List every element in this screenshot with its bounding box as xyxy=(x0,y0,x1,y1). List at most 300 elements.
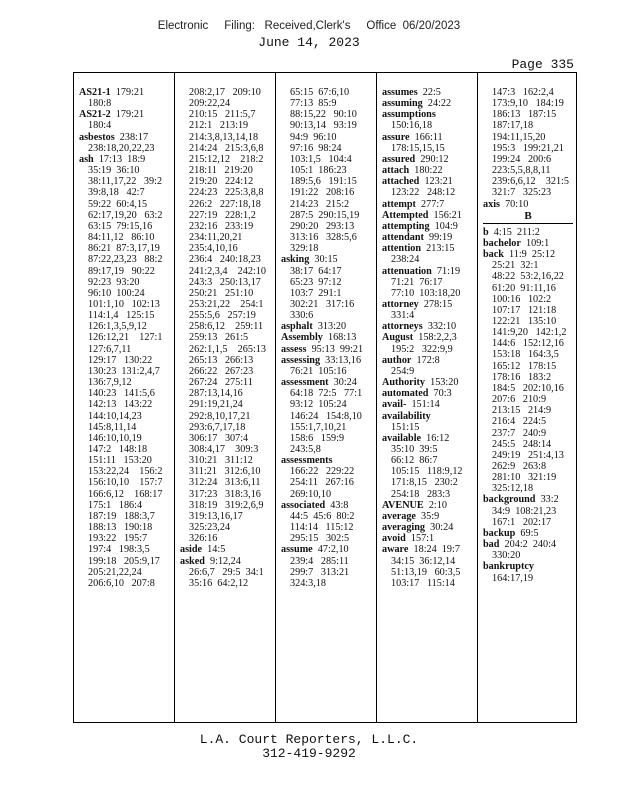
page-line-refs: 310:21 311:12 xyxy=(189,455,253,467)
page-line-refs: 122:21 135:10 xyxy=(492,315,557,327)
page-line-refs: 204:2 240:4 xyxy=(504,539,557,551)
index-entry xyxy=(79,344,170,355)
index-keyword: avail- xyxy=(382,399,407,411)
page-line-refs: 277:7 xyxy=(421,198,445,210)
page-line-refs: 92:23 93:20 xyxy=(88,276,140,288)
page-line-refs: 290:20 293:13 xyxy=(290,220,355,232)
page-line-refs: 126:12,21 127:1 xyxy=(88,332,163,344)
court-reporter-name: L.A. Court Reporters, L.L.C. xyxy=(199,732,419,747)
index-entry xyxy=(79,299,170,310)
index-entry xyxy=(79,277,170,288)
page-line-refs: 69:5 xyxy=(520,527,539,539)
index-keyword: Assembly xyxy=(281,332,323,344)
page-line-refs: 318:19 319:2,6,9 xyxy=(189,499,264,511)
page-line-refs: 96:10 100:24 xyxy=(88,287,145,299)
index-entry xyxy=(382,399,473,410)
index-entry xyxy=(382,366,473,377)
index-column-5 xyxy=(478,73,577,722)
index-keyword: asked xyxy=(180,555,205,567)
index-entry xyxy=(180,355,271,366)
index-keyword: back xyxy=(483,249,504,261)
page-line-refs: 38:11,17,22 39:2 xyxy=(88,176,163,188)
index-entry xyxy=(180,411,271,422)
index-entry xyxy=(483,461,573,472)
page-line-refs: 34:15 36:12,14 xyxy=(391,555,456,567)
index-entry xyxy=(382,288,473,299)
page-line-refs: 104:9 xyxy=(434,220,458,232)
index-entry xyxy=(483,573,573,584)
index-entry xyxy=(382,132,473,143)
page-line-refs: 226:2 227:18,18 xyxy=(189,198,261,210)
index-entry xyxy=(382,210,473,221)
court-reporter-phone: 312-419-9292 xyxy=(262,746,356,761)
page-line-refs: 146:10,10,19 xyxy=(88,432,142,444)
page-line-refs: 219:20 224:12 xyxy=(189,176,254,188)
index-entry xyxy=(382,444,473,455)
page-line-refs: 165:12 178:15 xyxy=(492,360,557,372)
page-line-refs: 331:4 xyxy=(391,310,415,322)
index-entry xyxy=(180,578,271,589)
index-entry xyxy=(281,355,372,366)
index-keyword: aware xyxy=(382,544,409,556)
page-line-refs: 254:18 283:3 xyxy=(391,488,451,500)
page-line-refs: 186:13 187:15 xyxy=(492,109,557,121)
page-line-refs: 151:15 xyxy=(391,421,420,433)
index-entry xyxy=(382,165,473,176)
index-entry xyxy=(180,533,271,544)
page-line-refs: 18:24 19:7 xyxy=(413,544,460,556)
index-keyword: asphalt xyxy=(281,321,313,333)
page-line-refs: 35:9 xyxy=(421,510,440,522)
index-entry xyxy=(382,109,473,120)
index-entry xyxy=(483,372,573,383)
index-entry xyxy=(180,544,271,555)
index-entry xyxy=(79,511,170,522)
page-line-refs: 17:13 18:9 xyxy=(98,153,146,165)
index-entry xyxy=(281,377,372,388)
index-keyword: assessments xyxy=(281,455,333,467)
page-line-refs: 290:12 xyxy=(420,153,449,165)
index-entry xyxy=(382,422,473,433)
page-line-refs: 308:4,17 309:3 xyxy=(189,444,259,455)
page-line-refs: 269:10,10 xyxy=(290,488,332,500)
page-line-refs: 210:15 211:5,7 xyxy=(189,109,256,121)
index-entry xyxy=(79,143,170,154)
page-line-refs: 239:6,6,12 321:5 xyxy=(492,176,569,188)
index-entry xyxy=(79,433,170,444)
index-entry xyxy=(180,344,271,355)
index-entry xyxy=(79,132,170,143)
page-line-refs: 30:24 xyxy=(430,522,454,534)
page-line-refs: 24:22 xyxy=(427,98,452,110)
page-line-refs: 156:21 xyxy=(433,209,462,221)
page-line-refs: 103:17 115:14 xyxy=(391,577,455,589)
page-line-refs: 199:18 205:9,17 xyxy=(88,555,160,567)
page-line-refs: 325:23,24 xyxy=(189,522,231,534)
page-line-refs: 147:2 148:18 xyxy=(88,444,148,455)
index-entry xyxy=(281,98,372,109)
index-keyword: Attempted xyxy=(382,209,429,221)
page-line-refs: 88:15,22 90:10 xyxy=(290,109,357,121)
page-line-refs: 44:5 45:6 80:2 xyxy=(290,510,355,522)
page-line-refs: 241:2,3,4 242:10 xyxy=(189,265,266,277)
index-entry xyxy=(382,344,473,355)
index-entry xyxy=(180,299,271,310)
index-keyword: assume xyxy=(281,544,313,556)
index-entry xyxy=(180,522,271,533)
index-entry xyxy=(483,349,573,360)
page-line-refs: 218:11 219:20 xyxy=(189,165,253,177)
index-entry xyxy=(79,399,170,410)
index-keyword: AS21-2 xyxy=(79,109,111,121)
index-entry xyxy=(382,299,473,310)
index-entry xyxy=(382,578,473,589)
index-entry xyxy=(281,277,372,288)
page-line-refs: 330:20 xyxy=(492,550,521,562)
page-line-refs: 167:1 202:17 xyxy=(492,516,552,528)
page-line-refs: 168:13 xyxy=(327,332,357,344)
index-entry xyxy=(382,511,473,522)
index-column-2 xyxy=(175,73,275,722)
page-line-refs: 47:2,10 xyxy=(317,544,349,556)
index-entry xyxy=(281,433,372,444)
index-entry xyxy=(180,377,271,388)
index-entry xyxy=(180,567,271,578)
page-line-refs: 212:1 213:19 xyxy=(189,120,249,132)
index-entry xyxy=(281,422,372,433)
index-entry xyxy=(483,98,573,109)
index-entry xyxy=(79,243,170,254)
index-keyword: assessment xyxy=(281,377,329,389)
page-line-refs: 262:1,1,5 265:13 xyxy=(189,343,266,355)
page-line-refs: 150:16,18 xyxy=(391,120,433,132)
page-line-refs: 63:15 79:15,16 xyxy=(88,220,153,232)
page-line-refs: 166:6,12 168:17 xyxy=(88,488,163,500)
page-line-refs: 87:22,23,23 88:2 xyxy=(88,254,163,266)
index-entry xyxy=(281,221,372,232)
index-entry xyxy=(281,243,372,254)
page-line-refs: 158:2,2,3 xyxy=(418,332,457,344)
index-entry xyxy=(281,399,372,410)
page-line-refs: 126:1,3,5,9,12 xyxy=(88,321,147,333)
index-entry xyxy=(281,187,372,198)
page-line-refs: 65:15 67:6,10 xyxy=(290,87,350,98)
page-line-refs: 243:5,8 xyxy=(290,444,321,455)
index-entry xyxy=(382,120,473,131)
page-line-refs: 4:15 211:2 xyxy=(493,226,540,238)
page-line-refs: 237:7 240:9 xyxy=(492,427,547,439)
index-entry xyxy=(79,98,170,109)
index-entry xyxy=(281,388,372,399)
index-entry xyxy=(483,238,573,249)
page-line-refs: 66:12 86:7 xyxy=(391,455,438,467)
index-keyword: attached xyxy=(382,176,420,188)
page-line-refs: 214:24 215:3,6,8 xyxy=(189,142,264,154)
index-keyword: avoid xyxy=(382,533,406,545)
page-line-refs: 155:1,7,10,21 xyxy=(290,421,347,433)
index-entry xyxy=(483,428,573,439)
page-line-refs: 216:4 224:5 xyxy=(492,416,547,428)
page-line-refs: 195:3 199:21,21 xyxy=(492,142,564,154)
index-entry xyxy=(180,455,271,466)
page-line-refs: 70:3 xyxy=(433,388,452,400)
index-entry xyxy=(79,455,170,466)
index-entry xyxy=(281,578,372,589)
page-line-refs: 140:23 141:5,6 xyxy=(88,388,155,400)
page-line-refs: 153:20 xyxy=(430,377,459,389)
index-entry xyxy=(79,489,170,500)
page-line-refs: 166:11 xyxy=(414,131,443,143)
index-entry xyxy=(180,332,271,343)
index-entry xyxy=(382,254,473,265)
page-line-refs: 145:8,11,14 xyxy=(88,421,137,433)
page-line-refs: 9:12,24 xyxy=(210,555,241,567)
page-line-refs: 70:10 xyxy=(505,198,529,210)
index-entry xyxy=(483,338,573,349)
index-entry xyxy=(281,87,372,98)
page-line-refs: 214:3,8,13,14,18 xyxy=(189,131,259,143)
page-line-refs: 319:13,16,17 xyxy=(189,510,243,522)
page-line-refs: 180:4 xyxy=(88,120,112,132)
page-line-refs: 97:16 98:24 xyxy=(290,142,342,154)
index-entry xyxy=(281,466,372,477)
index-entry xyxy=(180,277,271,288)
index-keyword: AVENUE xyxy=(382,499,424,511)
page-line-refs: 35:10 39:5 xyxy=(391,444,438,455)
index-entry xyxy=(382,143,473,154)
page-line-refs: 93:12 105:24 xyxy=(290,399,347,411)
index-entry xyxy=(281,567,372,578)
page-line-refs: 209:22,24 xyxy=(189,98,231,110)
page-line-refs: 213:15 xyxy=(426,243,455,255)
index-entry xyxy=(382,87,473,98)
index-entry xyxy=(79,466,170,477)
index-entry xyxy=(180,388,271,399)
index-entry xyxy=(180,366,271,377)
index-entry xyxy=(79,165,170,176)
index-entry xyxy=(79,187,170,198)
index-entry xyxy=(79,154,170,165)
index-keyword: assured xyxy=(382,153,416,165)
index-entry xyxy=(281,522,372,533)
index-entry xyxy=(281,455,372,466)
page-line-refs: 249:19 251:4,13 xyxy=(492,449,564,461)
page-line-refs: 123:22 248:12 xyxy=(391,187,456,199)
page-line-refs: 166:22 229:22 xyxy=(290,466,355,478)
index-entry xyxy=(483,305,573,316)
page-line-refs: 213:15 214:9 xyxy=(492,405,552,417)
index-entry xyxy=(180,132,271,143)
index-keyword: average xyxy=(382,510,416,522)
page-line-refs: 171:8,15 230:2 xyxy=(391,477,458,489)
index-keyword: asking xyxy=(281,254,310,266)
index-entry xyxy=(483,528,573,539)
index-entry xyxy=(382,433,473,444)
index-keyword: aside xyxy=(180,544,203,556)
transcript-date: June 14, 2023 xyxy=(258,35,360,50)
index-entry xyxy=(382,221,473,232)
index-keyword: attendant xyxy=(382,232,424,244)
index-entry xyxy=(483,439,573,450)
page-line-refs: 22:5 xyxy=(422,87,441,98)
page-line-refs: 295:15 302:5 xyxy=(290,533,350,545)
index-entry xyxy=(483,87,573,98)
filing-stamp: Electronic Filing: Received,Clerk's Office 06/20/2023 xyxy=(157,20,461,32)
index-entry xyxy=(382,332,473,343)
page-line-refs: 324:3,18 xyxy=(290,577,326,589)
index-keyword: attorneys xyxy=(382,321,423,333)
index-entry xyxy=(281,165,372,176)
index-entry xyxy=(483,405,573,416)
index-keyword: attempt xyxy=(382,198,416,210)
page-line-refs: 245:5 248:14 xyxy=(492,438,552,450)
page-line-refs: 293:6,7,17,18 xyxy=(189,421,246,433)
page-line-refs: 109:1 xyxy=(526,237,550,249)
index-entry xyxy=(281,533,372,544)
page-line-refs: 156:10,10 157:7 xyxy=(88,477,163,489)
index-entry xyxy=(180,556,271,567)
index-entry xyxy=(180,210,271,221)
index-keyword: automated xyxy=(382,388,429,400)
page-line-refs: 223:5,5,8,8,11 xyxy=(492,165,551,177)
index-entry xyxy=(79,254,170,265)
index-entry xyxy=(483,154,573,165)
index-entry xyxy=(382,489,473,500)
index-entry xyxy=(483,132,573,143)
index-keyword: background xyxy=(483,494,536,506)
index-entry xyxy=(483,472,573,483)
page-line-refs: 332:10 xyxy=(427,321,457,333)
page-line-refs: 232:16 233:19 xyxy=(189,220,254,232)
index-keyword: bachelor xyxy=(483,237,521,249)
page-line-refs: 313:16 328:5,6 xyxy=(290,232,357,244)
page-line-refs: 26:6,7 29:5 34:1 xyxy=(189,566,264,578)
index-keyword: AS21-1 xyxy=(79,87,111,98)
index-keyword: Authority xyxy=(382,377,426,389)
page-line-refs: 312:24 313:6,11 xyxy=(189,477,261,489)
page-line-refs: 238:24 xyxy=(391,254,420,266)
index-entry xyxy=(281,232,372,243)
index-keyword: bankruptcy xyxy=(483,561,534,573)
page-line-refs: 178:16 183:2 xyxy=(492,371,552,383)
index-entry xyxy=(281,299,372,310)
page-line-refs: 259:13 261:5 xyxy=(189,332,249,344)
page-line-refs: 14:5 xyxy=(207,544,226,556)
page-line-refs: 207:6 210:9 xyxy=(492,394,547,406)
page-line-refs: 90:13,14 93:19 xyxy=(290,120,357,132)
index-entry xyxy=(281,199,372,210)
index-entry xyxy=(180,87,271,98)
index-entry xyxy=(483,327,573,338)
page-line-refs: 99:19 xyxy=(428,232,453,244)
page-line-refs: 191:22 208:16 xyxy=(290,187,355,199)
index-keyword: associated xyxy=(281,499,326,511)
index-entry xyxy=(79,533,170,544)
index-entry xyxy=(483,120,573,131)
index-keyword: August xyxy=(382,332,414,344)
page-line-refs: 86:21 87:3,17,19 xyxy=(88,243,160,255)
index-entry xyxy=(281,288,372,299)
index-entry xyxy=(281,544,372,555)
index-entry xyxy=(382,567,473,578)
page-line-refs: 61:20 91:11,16 xyxy=(492,282,556,294)
index-entry xyxy=(79,87,170,98)
index-entry xyxy=(483,416,573,427)
index-entry xyxy=(180,221,271,232)
page-line-refs: 224:23 225:3,8,8 xyxy=(189,187,264,199)
index-entry xyxy=(281,511,372,522)
page-line-refs: 214:23 215:2 xyxy=(290,198,350,210)
page-line-refs: 302:21 317:16 xyxy=(290,298,355,310)
page-line-refs: 194:11,15,20 xyxy=(492,131,546,143)
index-entry xyxy=(79,477,170,488)
page-line-refs: 215:12,12 218:2 xyxy=(189,153,264,165)
page-line-refs: 164:17,19 xyxy=(492,572,534,584)
index-entry xyxy=(180,466,271,477)
index-entry xyxy=(180,266,271,277)
page-line-refs: 157:1 xyxy=(410,533,435,545)
page-line-refs: 33:13,16 xyxy=(325,354,362,366)
page-line-refs: 142:13 143:22 xyxy=(88,399,153,411)
index-keyword: assumptions xyxy=(382,109,436,121)
index-entry xyxy=(281,444,372,455)
index-keyword: available xyxy=(382,432,422,444)
index-keyword: axis xyxy=(483,198,500,210)
page-line-refs: 262:9 263:8 xyxy=(492,461,547,472)
page-line-refs: 239:4 285:11 xyxy=(290,555,349,567)
index-entry xyxy=(281,132,372,143)
page-line-refs: 11:9 25:12 xyxy=(509,249,556,261)
index-entry xyxy=(79,444,170,455)
page-line-refs: 34:9 108:21,23 xyxy=(492,505,557,517)
index-keyword: attorney xyxy=(382,298,419,310)
page-line-refs: 179:21 xyxy=(115,87,145,98)
page-line-refs: 281:10 321:19 xyxy=(492,472,557,484)
index-entry xyxy=(281,154,372,165)
page-line-refs: 292:8,10,17,21 xyxy=(189,410,251,422)
index-entry xyxy=(79,567,170,578)
index-entry xyxy=(483,494,573,505)
index-entry xyxy=(180,243,271,254)
index-entry xyxy=(79,332,170,343)
index-entry xyxy=(180,444,271,455)
index-entry xyxy=(483,283,573,294)
index-keyword: assessing xyxy=(281,354,321,366)
index-entry xyxy=(382,466,473,477)
index-entry xyxy=(79,321,170,332)
index-entry xyxy=(79,288,170,299)
page-line-refs: 250:21 251:10 xyxy=(189,287,254,299)
page-line-refs: 153:18 164:3,5 xyxy=(492,349,559,361)
index-entry xyxy=(382,154,473,165)
index-entry xyxy=(180,143,271,154)
page-line-refs: 51:13,19 60:3,5 xyxy=(391,566,461,578)
page-line-refs: 35:19 36:10 xyxy=(88,165,140,177)
page-line-refs: 235:4,10,16 xyxy=(189,243,238,255)
index-entry xyxy=(483,199,573,210)
index-keyword: assuming xyxy=(382,98,423,110)
index-entry xyxy=(382,277,473,288)
index-entry xyxy=(79,109,170,120)
index-entry xyxy=(180,254,271,265)
page-line-refs: 105:15 118:9,12 xyxy=(391,466,463,478)
index-entry xyxy=(180,176,271,187)
index-keyword: bad xyxy=(483,539,500,551)
page-line-refs: 39:8,18 42:7 xyxy=(88,187,145,199)
page-line-refs: 94:9 96:10 xyxy=(290,131,337,143)
index-entry xyxy=(79,310,170,321)
page-line-refs: 206:6,10 207:8 xyxy=(88,577,155,589)
